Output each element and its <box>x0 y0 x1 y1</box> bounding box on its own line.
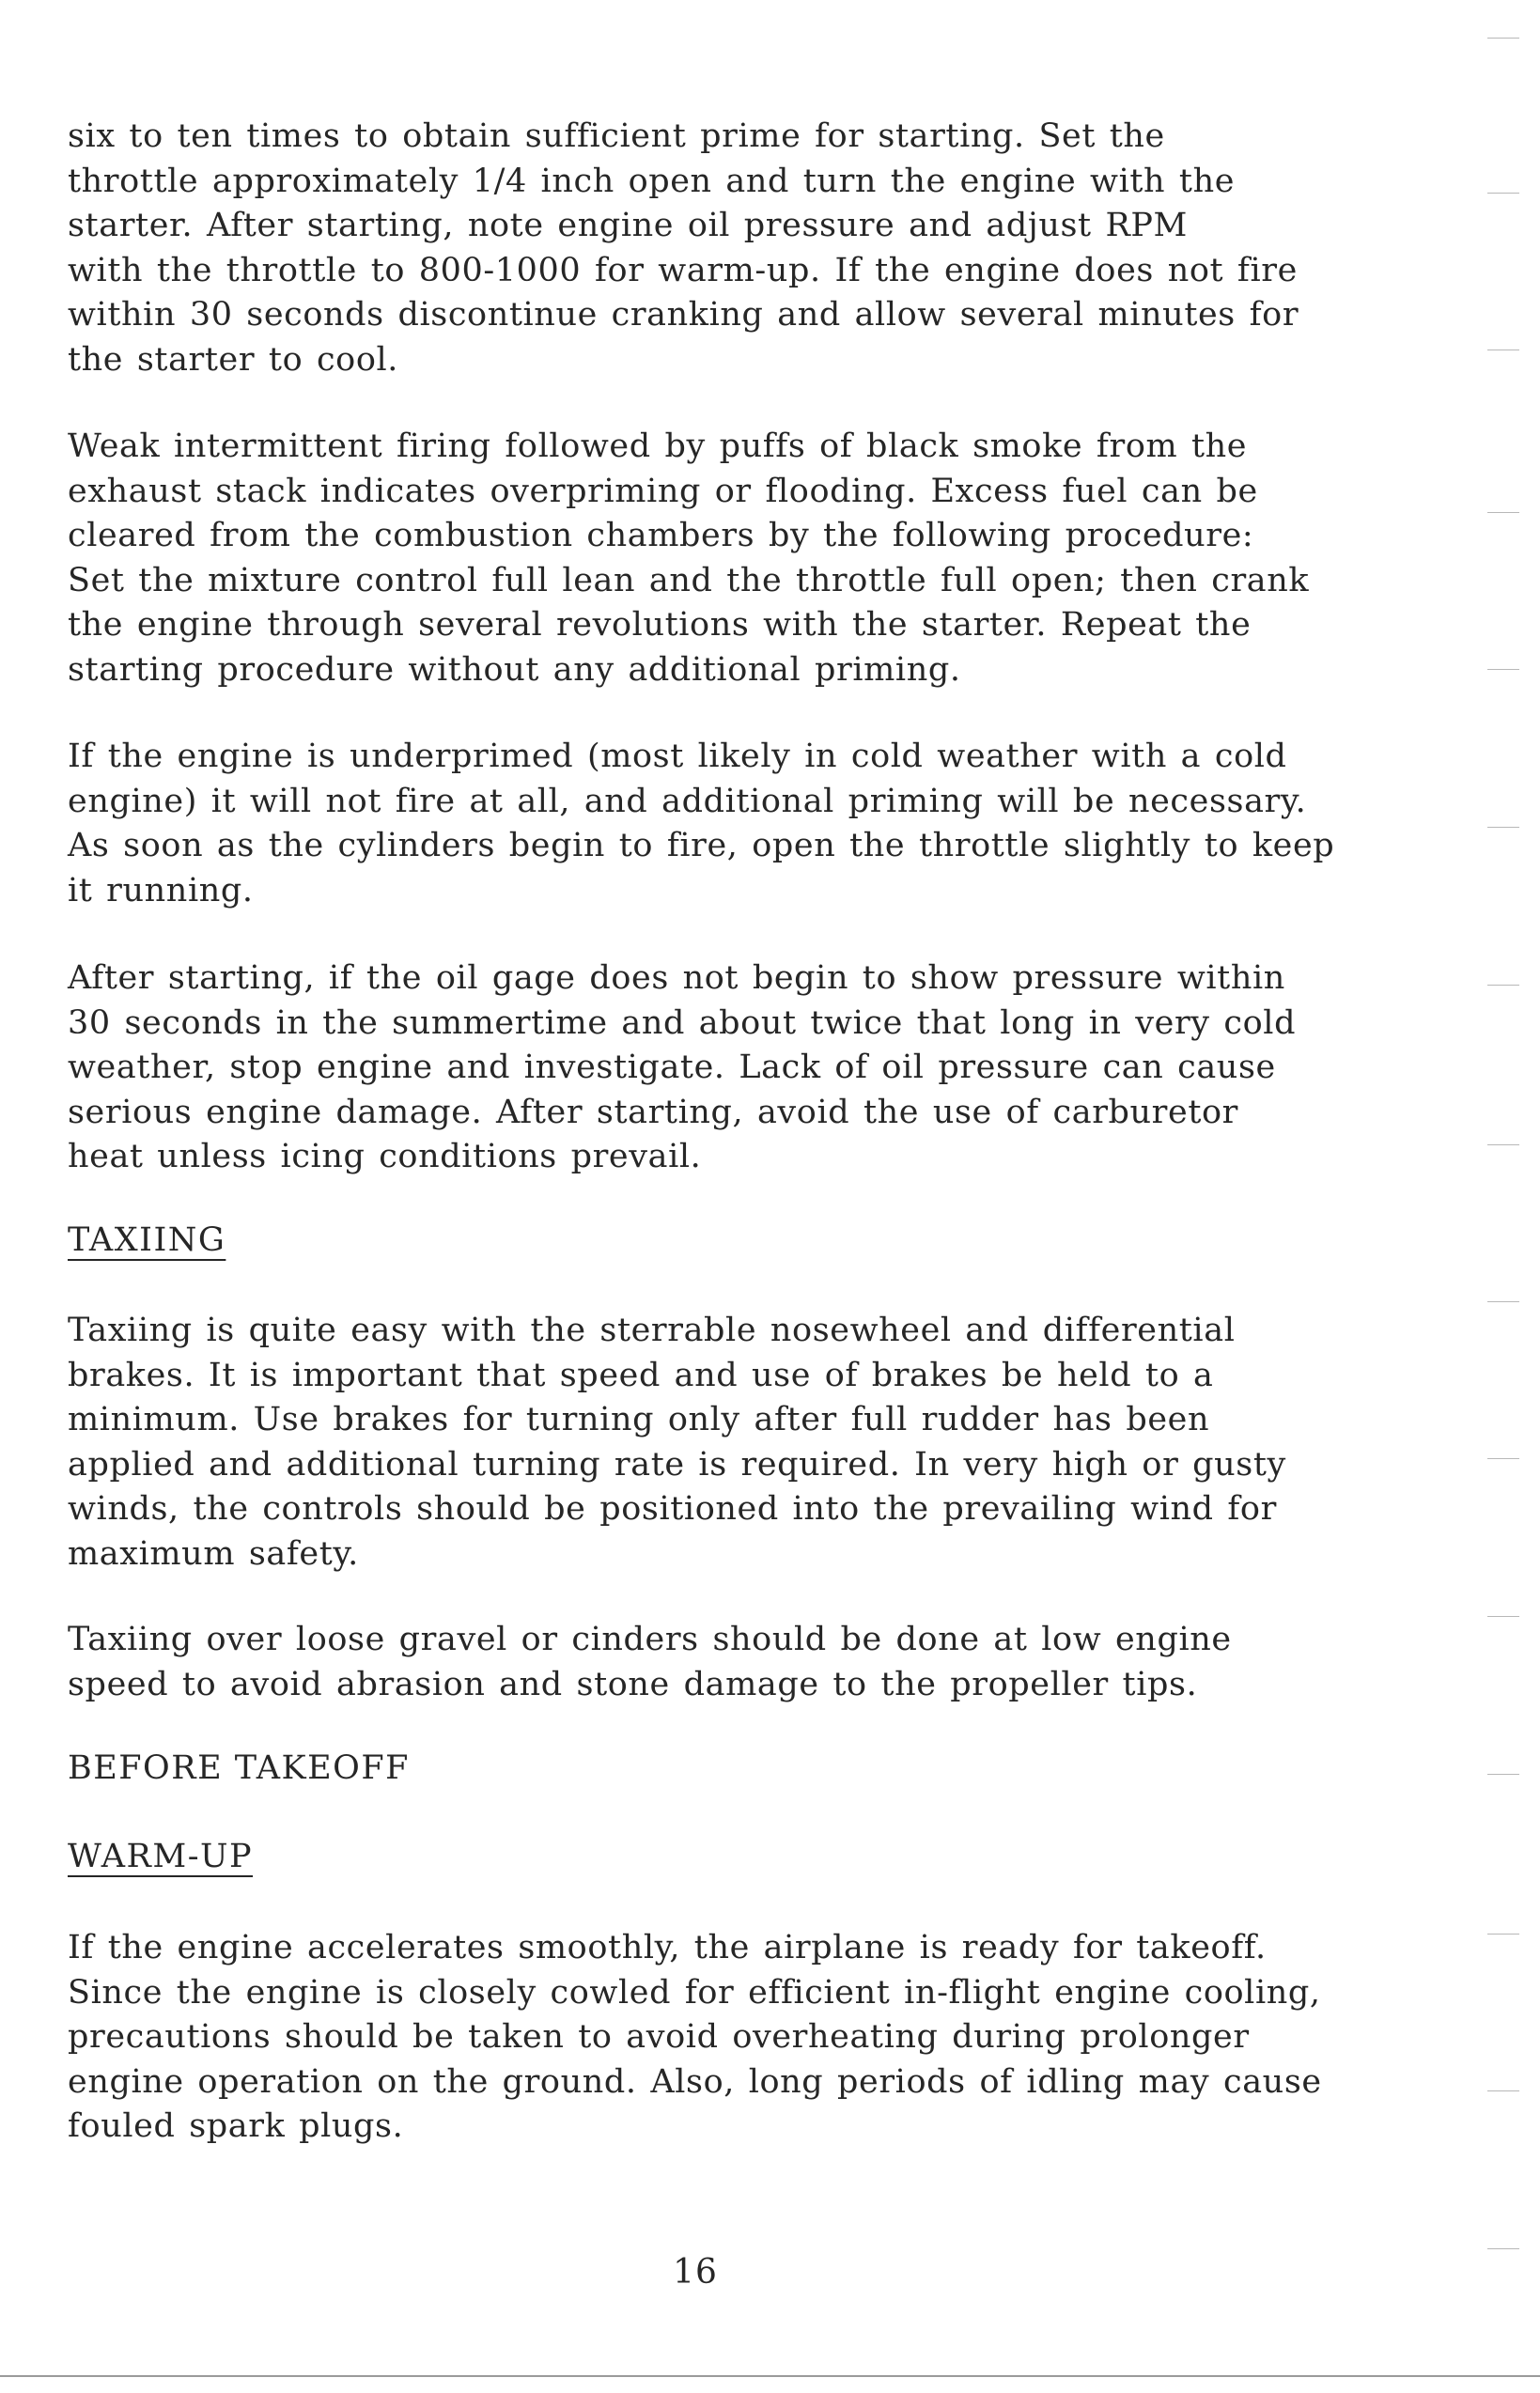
text-line: heat unless icing conditions prevail. <box>68 1138 702 1175</box>
text-line: As soon as the cylinders begin to fire, open the throttle slightly to keep <box>68 827 1335 864</box>
edge-mark <box>1487 1616 1519 1617</box>
edge-mark <box>1487 669 1519 670</box>
paragraph-warm-up <box>68 1926 1346 2150</box>
text-line: If the engine is underprimed (most likely in cold weather with a cold <box>68 738 1287 775</box>
text-line: maximum safety. <box>68 1534 359 1573</box>
edge-mark <box>1487 1774 1519 1775</box>
text-line: with the throttle to 800-1000 for warm-up. If the engine does not fire <box>68 251 1298 289</box>
paragraph-starting <box>68 115 1346 382</box>
text-line: throttle approximately 1/4 inch open and turn the engine with the <box>68 162 1236 200</box>
text-line: weather, stop engine and investigate. Lack of oil pressure can cause <box>68 1049 1276 1086</box>
edge-mark <box>1487 2248 1519 2249</box>
text-line: Weak intermittent firing followed by puffs of black smoke from the <box>68 427 1248 465</box>
paragraph-underpriming <box>68 735 1346 913</box>
page-number: 16 <box>673 2253 718 2292</box>
text-line: exhaust stack indicates overpriming or flooding. Excess fuel can be <box>68 472 1258 510</box>
paragraph-taxiing <box>68 1309 1346 1577</box>
heading-before-takeoff <box>68 1748 410 1789</box>
text-line: Since the engine is closely cowled for efficient in-flight engine cooling, <box>68 1973 1321 2012</box>
text-line: speed to avoid abrasion and stone damage to the propeller tips. <box>68 1665 1198 1703</box>
paragraph-oil-pressure <box>68 956 1346 1180</box>
heading-warm-up <box>68 1836 253 1877</box>
text-line: serious engine damage. After starting, avoid the use of carburetor <box>68 1093 1238 1131</box>
text-line: within 30 seconds discontinue cranking and allow several minutes for <box>68 296 1299 334</box>
text-line: engine operation on the ground. Also, long periods of idling may cause <box>68 2062 1322 2101</box>
edge-mark <box>1487 1934 1519 1935</box>
text-line: Taxiing is quite easy with the sterrable nosewheel and differential <box>68 1312 1236 1349</box>
text-line: the engine through several revolutions with the starter. Repeat the <box>68 606 1252 644</box>
text-line: the starter to cool. <box>68 340 399 379</box>
text-line: If the engine accelerates smoothly, the airplane is ready for takeoff. <box>68 1929 1267 1966</box>
edge-mark <box>1487 985 1519 986</box>
text-line: starting procedure without any additional priming. <box>68 650 961 689</box>
heading-text: TAXIING <box>68 1221 226 1259</box>
text-line: it running. <box>68 871 254 909</box>
text-line: fouled spark plugs. <box>68 2107 404 2145</box>
heading-taxiing <box>68 1220 226 1261</box>
text-line: Set the mixture control full lean and the throttle full open; then crank <box>68 561 1310 599</box>
edge-mark <box>1487 1458 1519 1459</box>
page-edge-marks <box>1484 0 1540 2393</box>
heading-text: WARM-UP <box>68 1838 254 1875</box>
edge-mark <box>1487 1144 1519 1145</box>
text-line: winds, the controls should be positioned into the prevailing wind for <box>68 1490 1277 1528</box>
text-line: precautions should be taken to avoid overheating during prolonger <box>68 2018 1250 2056</box>
text-line: Taxiing over loose gravel or cinders should be done at low engine <box>68 1621 1232 1658</box>
text-line: applied and additional turning rate is required. In very high or gusty <box>68 1445 1286 1484</box>
text-line: starter. After starting, note engine oil pressure and adjust RPM <box>68 207 1188 244</box>
text-line: brakes. It is important that speed and use of brakes be held to a <box>68 1356 1214 1394</box>
edge-mark <box>1487 38 1519 39</box>
edge-mark <box>1487 193 1519 194</box>
text-line: cleared from the combustion chambers by the following procedure: <box>68 517 1254 554</box>
text-line: minimum. Use brakes for turning only after full rudder has been <box>68 1401 1210 1438</box>
text-line: After starting, if the oil gage does not begin to show pressure within <box>68 959 1285 997</box>
text-line: 30 seconds in the summertime and about twice that long in very cold <box>68 1003 1297 1042</box>
text-line: engine) it will not fire at all, and additional priming will be necessary. <box>68 782 1307 820</box>
paragraph-gravel <box>68 1618 1346 1707</box>
edge-mark <box>1487 827 1519 828</box>
edge-mark <box>1487 1301 1519 1302</box>
text-line: six to ten times to obtain sufficient prime for starting. Set the <box>68 117 1165 155</box>
edge-mark <box>1487 2090 1519 2091</box>
paragraph-overpriming <box>68 425 1346 692</box>
heading-text: BEFORE TAKEOFF <box>68 1749 410 1787</box>
bottom-rule <box>0 2375 1540 2377</box>
edge-mark <box>1487 512 1519 513</box>
